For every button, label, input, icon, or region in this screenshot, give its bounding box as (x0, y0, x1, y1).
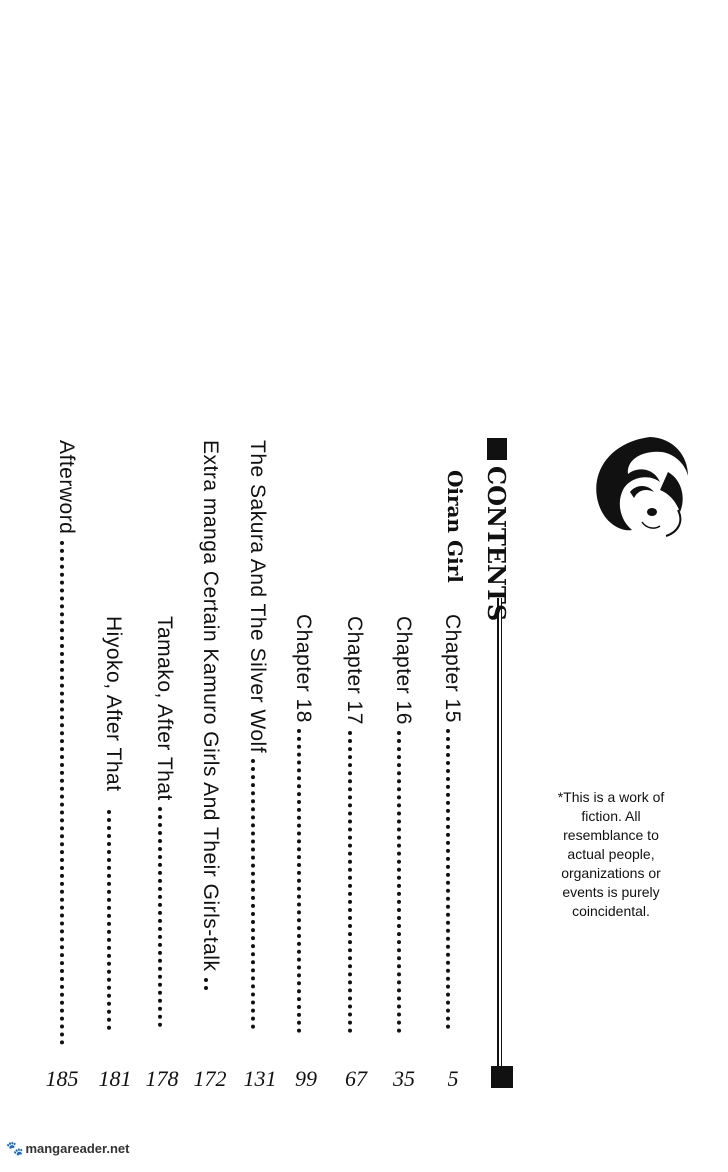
toc-entry-label: Chapter 15 (441, 614, 464, 723)
paw-icon: 🐾 (6, 1140, 24, 1156)
dotted-leader (251, 759, 255, 1029)
toc-entry-label: Hiyoko, After That (102, 616, 125, 792)
dotted-leader (204, 978, 208, 990)
dotted-leader (397, 731, 401, 1033)
toc-entry-page: 178 (145, 1066, 179, 1091)
toc-entry (245, 440, 269, 1029)
square-end-marker-icon (491, 1066, 513, 1088)
swirl-face-logo-icon (590, 432, 690, 542)
toc-entry-page: 131 (243, 1066, 277, 1091)
toc-entry-label: The Sakura And The Silver Wolf (246, 440, 269, 754)
toc-entry-label: Afterword (55, 440, 78, 535)
toc-entry-page: 172 (193, 1066, 227, 1091)
toc-entry (198, 440, 222, 990)
toc-entry (54, 440, 78, 1045)
toc-entry (152, 616, 176, 1027)
toc-entry-page: 5 (447, 1066, 459, 1091)
dotted-leader (158, 807, 162, 1027)
contents-label: CONTENTS (482, 466, 511, 622)
dotted-leader (297, 729, 301, 1033)
toc-entry (342, 616, 366, 1033)
toc-entry-page: 185 (45, 1066, 79, 1091)
series-title: Oiran Girl (443, 470, 467, 583)
toc-entry-page: 67 (345, 1066, 367, 1091)
toc-entry (291, 614, 315, 1033)
toc-entry-label: Extra manga Certain Kamuro Girls And Their Girls-talk (199, 440, 222, 972)
double-rule-divider (497, 598, 502, 1066)
toc-entry-label: Chapter 17 (343, 616, 366, 725)
toc-entry (101, 616, 125, 1030)
toc-entry-page: 99 (295, 1066, 317, 1091)
dotted-leader (107, 810, 111, 1030)
dotted-leader (348, 731, 352, 1033)
toc-entry (440, 614, 464, 1029)
contents-heading (482, 438, 511, 621)
toc-entry (391, 616, 415, 1033)
watermark-text: mangareader.net (25, 1141, 130, 1156)
toc-entry-page: 181 (98, 1066, 132, 1091)
toc-entry-label: Tamako, After That (153, 616, 176, 801)
dotted-leader (446, 729, 450, 1029)
toc-entry-label: Chapter 18 (292, 614, 315, 723)
toc-entry-label: Chapter 16 (392, 616, 415, 725)
dotted-leader (60, 541, 64, 1045)
watermark (6, 1140, 129, 1157)
square-bullet-icon (487, 438, 507, 460)
disclaimer-text: *This is a work of fiction. All resemblance to actual people, organizations or events is purely coincidental. (557, 789, 665, 919)
toc-entry-page: 35 (393, 1066, 415, 1091)
